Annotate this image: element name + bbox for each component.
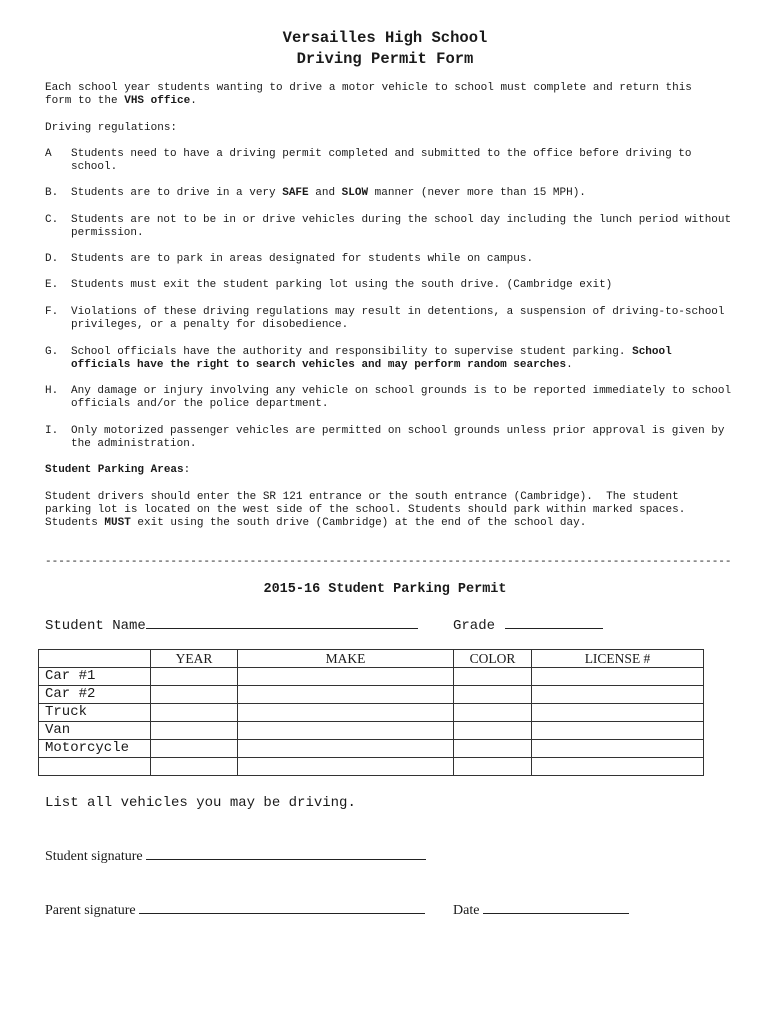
parent-signature-field[interactable] (45, 899, 425, 919)
regulation-letter: E. (45, 279, 59, 291)
date-line[interactable] (483, 899, 629, 914)
student-signature-field[interactable] (45, 845, 426, 865)
regulation-letter: D. (45, 253, 59, 265)
student-name-field[interactable] (45, 614, 418, 634)
column-header-year: YEAR (151, 650, 238, 668)
grade-line[interactable] (505, 614, 603, 629)
color-cell[interactable] (454, 758, 532, 776)
column-header-make: MAKE (238, 650, 454, 668)
make-cell[interactable] (238, 740, 454, 758)
parent-signature-line[interactable] (139, 899, 425, 914)
student-signature-line[interactable] (146, 845, 426, 860)
regulation-text-part: manner (never more than 15 MPH). (368, 187, 586, 199)
license-cell[interactable] (532, 722, 704, 740)
table-row (39, 758, 704, 776)
parking-areas-heading (45, 464, 735, 477)
year-cell[interactable] (151, 722, 238, 740)
student-name-line[interactable] (146, 614, 418, 629)
intro-text: Each school year students wanting to drive a motor vehicle to school must complete and return this form to the (45, 82, 692, 107)
regulation-text-part: School officials have the authority and responsibility to supervise student parking. (71, 346, 633, 358)
regulation-text: Any damage or injury involving any vehicle on school grounds is to be reported immediately to school officials and/or the police department. (71, 385, 732, 410)
parking-text-part: Students (45, 517, 105, 529)
license-cell[interactable] (532, 740, 704, 758)
table-header-row (39, 650, 704, 668)
color-cell[interactable] (454, 722, 532, 740)
year-cell[interactable] (151, 740, 238, 758)
regulation-text: Violations of these driving regulations may result in detentions, a suspension of driving-to-school privileges, or a penalty for disobedience. (71, 306, 725, 331)
color-cell[interactable] (454, 740, 532, 758)
table-row (39, 740, 704, 758)
safe-text: SAFE (282, 187, 309, 199)
row-label-blank[interactable] (39, 758, 151, 776)
vhs-office-text: VHS office (124, 95, 191, 107)
license-cell[interactable] (532, 704, 704, 722)
row-label-motorcycle: Motorcycle (39, 740, 151, 758)
regulation-text: Students need to have a driving permit completed and submitted to the office before driving to school. (71, 148, 692, 173)
year-cell[interactable] (151, 668, 238, 686)
row-label-car-2: Car #2 (39, 686, 151, 704)
regulation-letter: B. (45, 187, 59, 199)
parking-paragraph (45, 491, 735, 530)
regulation-text (71, 187, 735, 200)
make-cell[interactable] (238, 686, 454, 704)
vehicle-table (38, 649, 704, 776)
date-label: Date (453, 903, 480, 918)
intro-period: . (190, 95, 197, 107)
license-cell[interactable] (532, 758, 704, 776)
regulation-text: Students are not to be in or drive vehicles during the school day including the lunch period without permission. (71, 214, 732, 239)
regulation-letter: G. (45, 346, 59, 358)
slow-text: SLOW (341, 187, 369, 199)
table-row (39, 704, 704, 722)
parking-text-part: exit using the south drive (Cambridge) at the end of the school day. (130, 517, 587, 529)
table-row (39, 722, 704, 740)
year-cell[interactable] (151, 686, 238, 704)
student-signature-label: Student signature (45, 849, 143, 864)
regulation-letter: H. (45, 385, 59, 397)
make-cell[interactable] (238, 758, 454, 776)
permit-title: 2015-16 Student Parking Permit (263, 582, 507, 597)
regulation-letter: A (45, 148, 52, 160)
regulation-text (71, 346, 735, 372)
regulation-letter: F. (45, 306, 59, 318)
color-cell[interactable] (454, 668, 532, 686)
make-cell[interactable] (238, 668, 454, 686)
search-notice-text: School officials have the right to search vehicles and may perform random searches (71, 346, 672, 371)
table-row (39, 668, 704, 686)
year-cell[interactable] (151, 704, 238, 722)
header-blank-cell (39, 650, 151, 668)
year-cell[interactable] (151, 758, 238, 776)
column-header-color: COLOR (454, 650, 532, 668)
row-label-car-1: Car #1 (39, 668, 151, 686)
parking-heading-text: Student Parking Areas (45, 464, 184, 476)
regulation-letter: C. (45, 214, 59, 226)
regulation-letter: I. (45, 425, 59, 437)
row-label-truck: Truck (39, 704, 151, 722)
make-cell[interactable] (238, 722, 454, 740)
parking-line: parking lot is located on the west side of the school. Students should park within marked spaces. (45, 504, 686, 516)
list-vehicles-note: List all vehicles you may be driving. (45, 795, 356, 811)
regulation-text-part: Students are to drive in a very (71, 187, 283, 199)
regulations-heading: Driving regulations: (45, 122, 178, 134)
must-text: MUST (104, 517, 131, 529)
regulation-text: Students must exit the student parking lot using the south drive. (Cambridge exit) (71, 279, 613, 291)
regulation-text: Only motorized passenger vehicles are permitted on school grounds unless prior approval is given by the administration. (71, 425, 725, 450)
license-cell[interactable] (532, 668, 704, 686)
column-header-license: LICENSE # (532, 650, 704, 668)
cut-line-separator: -------------------------------------------------------------------------------------------------------- (45, 556, 732, 568)
grade-field[interactable] (453, 614, 603, 634)
parent-signature-label: Parent signature (45, 903, 136, 918)
license-cell[interactable] (532, 686, 704, 704)
school-title: Versailles High School (282, 29, 488, 47)
row-label-van: Van (39, 722, 151, 740)
regulation-text: Students are to park in areas designated for students while on campus. (71, 253, 534, 265)
student-name-label: Student Name (45, 618, 146, 634)
form-title: Driving Permit Form (296, 50, 474, 68)
intro-paragraph (45, 82, 735, 108)
color-cell[interactable] (454, 704, 532, 722)
regulation-text-part: and (308, 187, 342, 199)
parking-heading-colon: : (183, 464, 191, 476)
parking-line: Student drivers should enter the SR 121 entrance or the south entrance (Cambridge). The student (45, 491, 679, 503)
parking-line (45, 517, 735, 530)
make-cell[interactable] (238, 704, 454, 722)
table-row (39, 686, 704, 704)
grade-label: Grade (453, 618, 496, 634)
date-field[interactable] (453, 899, 629, 919)
color-cell[interactable] (454, 686, 532, 704)
regulation-text-part: . (566, 359, 573, 371)
